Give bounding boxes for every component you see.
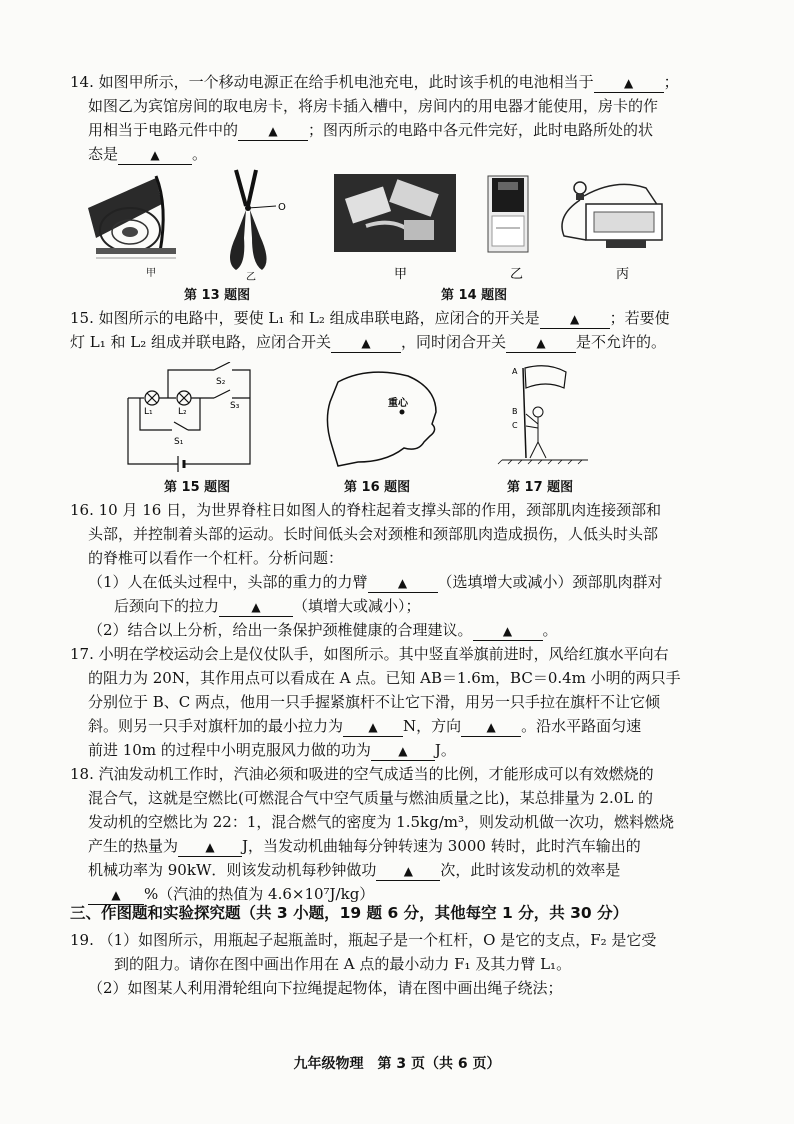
label-S3: S₃ (230, 401, 240, 411)
answer-blank: ▲ (238, 121, 308, 141)
charging-photo (334, 174, 456, 252)
question-17: 17. 小明在学校运动会上是仪仗队手，如图所示。其中竖直举旗前进时，风给红旗水平向右 的阻力为 20N，其作用点可以看成在 A 点。已知 AB＝1.6m，BC＝0.4m 小明的两只手 分别位于 B、C 两点，他用一只手握紧旗杆不让它下滑，用另一只手拉在旗杆不让它倾 斜。则另一只手对旗杆加的最小拉力为 ▲ N，方向 ▲ 。沿水平路面匀速 前进 10m 的过程中小明克服风力做的功为 ▲ J。 (70, 645, 681, 759)
answer-blank: ▲ (540, 309, 610, 329)
question-16: 16. 10 月 16 日，为世界脊柱日如图人的脊柱起着支撑头部的作用，颈部肌肉连接颈部和 头部，并控制着头部的运动。长时间低头会对颈椎和颈部肌肉造成损伤，人低头时头部 的脊椎可以看作一个杠杆。分析问题： （1）人在低头过程中，头部的重力的力臂 ▲ （选填增大或减小）颈部肌肉群对 后颈向下的拉力 ▲ （填增大或减小）； （2）结合以上分析，给出一条保护颈椎健康的合理建议。 ▲ 。 (70, 501, 663, 639)
answer-blank: ▲ (343, 717, 403, 737)
question-19: 19. （1）如图所示，用瓶起子起瓶盖时，瓶起子是一个杠杆，O 是它的支点，F₂ 是它受 到的阻力。请你在图中画出作用在 A 点的最小动力 F₁ 及其力臂 L₁。 （2）如图某人利用滑轮组向下拉绳提起物体，请在图中画出绳子绕法； (70, 931, 657, 997)
caption-fig14: 第 14 题图 (441, 288, 508, 303)
label-L2: L₂ (178, 407, 187, 417)
fig14-label-yi: 乙 (510, 267, 524, 282)
label-A: A (512, 367, 518, 376)
circuit-diagram (128, 362, 250, 472)
answer-blank: ▲ (368, 573, 438, 593)
answer-blank: ▲ (376, 861, 440, 881)
answer-blank: ▲ (88, 885, 144, 905)
scissors-figure (230, 170, 276, 270)
caption-fig17: 第 17 题图 (507, 480, 574, 495)
label-B: B (512, 407, 518, 416)
answer-blank: ▲ (331, 333, 401, 353)
answer-blank: ▲ (178, 837, 242, 857)
fig13-label-yi: 乙 (246, 272, 256, 283)
figures-15-17 (118, 362, 588, 472)
caption-fig16: 第 16 题图 (344, 480, 411, 495)
caption-fig13: 第 13 题图 (184, 288, 251, 303)
page-footer: 九年级物理 第 3 页（共 6 页） (293, 1056, 501, 1072)
answer-blank: ▲ (371, 741, 435, 761)
fig13-label-O: O (278, 202, 286, 213)
label-S1: S₁ (174, 437, 184, 447)
bottle-opener-figure (88, 176, 176, 258)
figures-13-14 (86, 166, 686, 284)
fig14-label-bing: 丙 (616, 267, 630, 282)
label-L1: L₁ (144, 407, 153, 417)
label-C: C (512, 421, 518, 430)
key-card-slot (488, 176, 528, 252)
fig13-label-jia: 甲 (146, 268, 156, 279)
answer-blank: ▲ (594, 73, 664, 93)
q14-line2: 如图乙为宾馆房间的取电房卡，将房卡插入槽中，房间内的用电器才能使用，房卡的作 (88, 97, 659, 115)
question-14: 14. 如图甲所示，一个移动电源正在给手机电池充电，此时该手机的电池相当于 ▲ ； 如图乙为宾馆房间的取电房卡，将房卡插入槽中，房间内的用电器才能使用，房卡的作 用相当于电路元件中的 ▲ ；图丙所示的电路中各元件完好，此时电路所处的状 态是 ▲ 。 (70, 73, 679, 163)
answer-blank: ▲ (219, 597, 293, 617)
answer-blank: ▲ (506, 333, 576, 353)
label-S2: S₂ (216, 377, 226, 387)
q14-line1: 14. 如图甲所示，一个移动电源正在给手机电池充电，此时该手机的电池相当于 (70, 73, 594, 91)
fig14-label-jia: 甲 (394, 267, 408, 282)
circuit-photo (562, 182, 662, 248)
label-center-of-gravity: 重心 (388, 398, 408, 409)
answer-blank: ▲ (461, 717, 521, 737)
question-18: 18. 汽油发动机工作时，汽油必须和吸进的空气成适当的比例，才能形成可以有效燃烧的 混合气，这就是空燃比(可燃混合气中空气质量与燃油质量之比)，某总排量为 2.0L 的 发动机的空燃比为 22：1，混合燃气的密度为 1.5kg/m³，则发动机做一次功，燃料燃烧 产生的热量为 ▲ J，当发动机曲轴每分钟转速为 3000 转时，此时汽车输出的 机械功率为 90kW．则该发动机每秒钟做功 ▲ 次，此时该发动机的效率是 ▲ %（汽油的热值为 4.6×10⁷J/kg） (70, 765, 675, 903)
question-15: 15. 如图所示的电路中，要使 L₁ 和 L₂ 组成串联电路，应闭合的开关是 ▲ ；若要使 灯 L₁ 和 L₂ 组成并联电路，应闭合开关 ▲ ，同时闭合开关 ▲ 是不允许的。 (70, 309, 670, 351)
answer-blank: ▲ (473, 621, 543, 641)
caption-fig15: 第 15 题图 (164, 480, 231, 495)
section-3-heading: 三、作图题和实验探究题（共 3 小题，19 题 6 分，其他每空 1 分，共 30 分） (70, 904, 629, 922)
head-figure (327, 372, 436, 466)
answer-blank: ▲ (118, 145, 192, 165)
